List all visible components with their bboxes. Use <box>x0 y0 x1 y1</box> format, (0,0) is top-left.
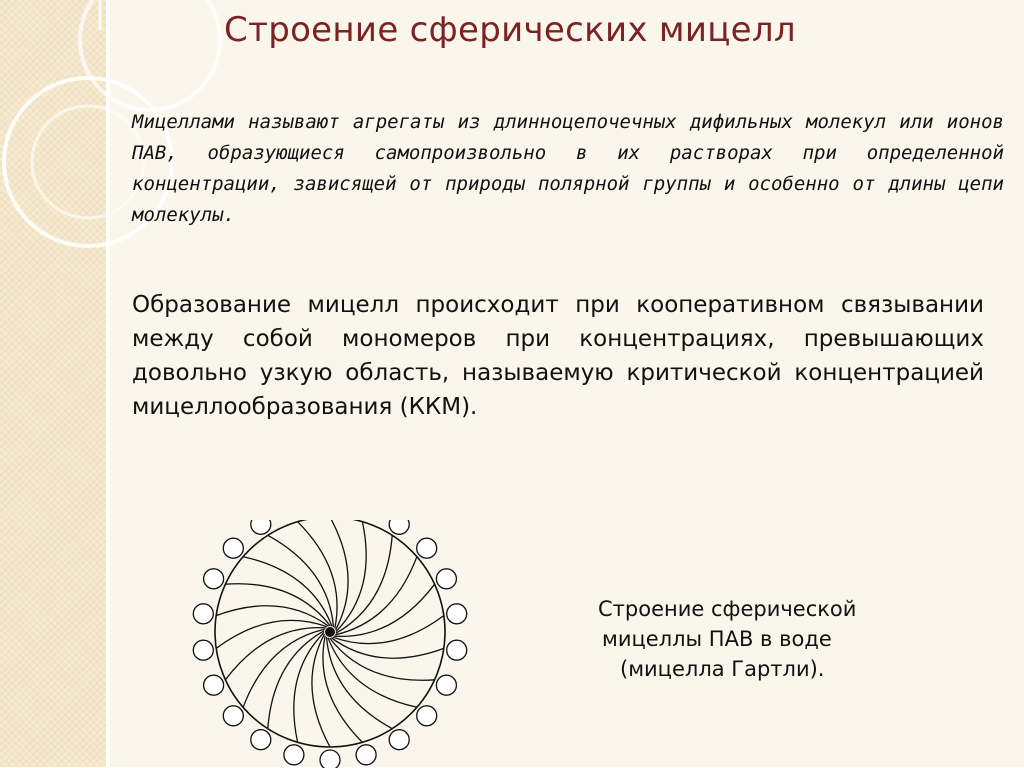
hydrocarbon-tail <box>216 620 327 648</box>
polar-head <box>251 520 271 534</box>
hydrocarbon-tail <box>294 633 324 743</box>
hydrocarbon-tail <box>243 557 332 627</box>
polar-head <box>223 538 243 558</box>
hydrocarbon-tail <box>268 631 324 729</box>
hydrocarbon-tail <box>328 638 417 708</box>
polar-head <box>204 675 224 695</box>
hydrocarbon-tail <box>312 634 330 747</box>
polar-head <box>223 706 243 726</box>
hydrocarbon-tail <box>268 535 334 627</box>
polar-head <box>193 604 213 624</box>
cmc-paragraph: Образование мицелл происходит при кооперативном связывании между собой мономеров при концентрациях, превышающих довольно узкую область, называемую критической концентрацией мицеллообразования (ККМ). <box>132 292 984 420</box>
polar-head <box>193 640 213 660</box>
polar-head <box>320 750 340 768</box>
polar-head <box>389 520 409 534</box>
polar-head <box>436 675 456 695</box>
hydrocarbon-tail <box>336 522 366 632</box>
polar-head <box>356 745 376 765</box>
caption-line: Строение сферической <box>598 597 857 621</box>
hydrocarbon-tail <box>225 584 330 626</box>
polar-head <box>417 538 437 558</box>
figure-caption <box>580 594 900 684</box>
micelle-core <box>325 627 335 637</box>
polar-head <box>284 745 304 765</box>
hydrocarbon-tail <box>330 638 435 680</box>
hydrocarbon-tail <box>327 637 393 729</box>
polar-head <box>447 640 467 660</box>
polar-head <box>436 569 456 589</box>
slide-title: Строение сферических мицелл <box>224 10 796 50</box>
hartley-micelle-diagram <box>170 520 490 768</box>
polar-head <box>447 604 467 624</box>
polar-head <box>417 706 437 726</box>
definition-paragraph: Мицеллами называют агрегаты из длинноцепочечных дифильных молекул или ионов ПАВ, образующиеся самопроизвольно в их растворах при определенной концентрации, зависящей от природы полярной группы и особенно от длины цепи молекулы. <box>132 111 1004 226</box>
polar-head <box>251 730 271 750</box>
caption-line: мицеллы ПАВ в воде <box>602 627 832 651</box>
caption-line: (мицелла Гартли). <box>620 657 825 681</box>
hydrocarbon-tail <box>330 520 348 630</box>
hydrocarbon-tail <box>334 584 434 636</box>
hydrocarbon-tail <box>336 535 392 633</box>
polar-head <box>389 730 409 750</box>
hydrocarbon-tail <box>225 628 325 680</box>
polar-head <box>204 569 224 589</box>
hydrocarbon-tail <box>333 616 444 644</box>
